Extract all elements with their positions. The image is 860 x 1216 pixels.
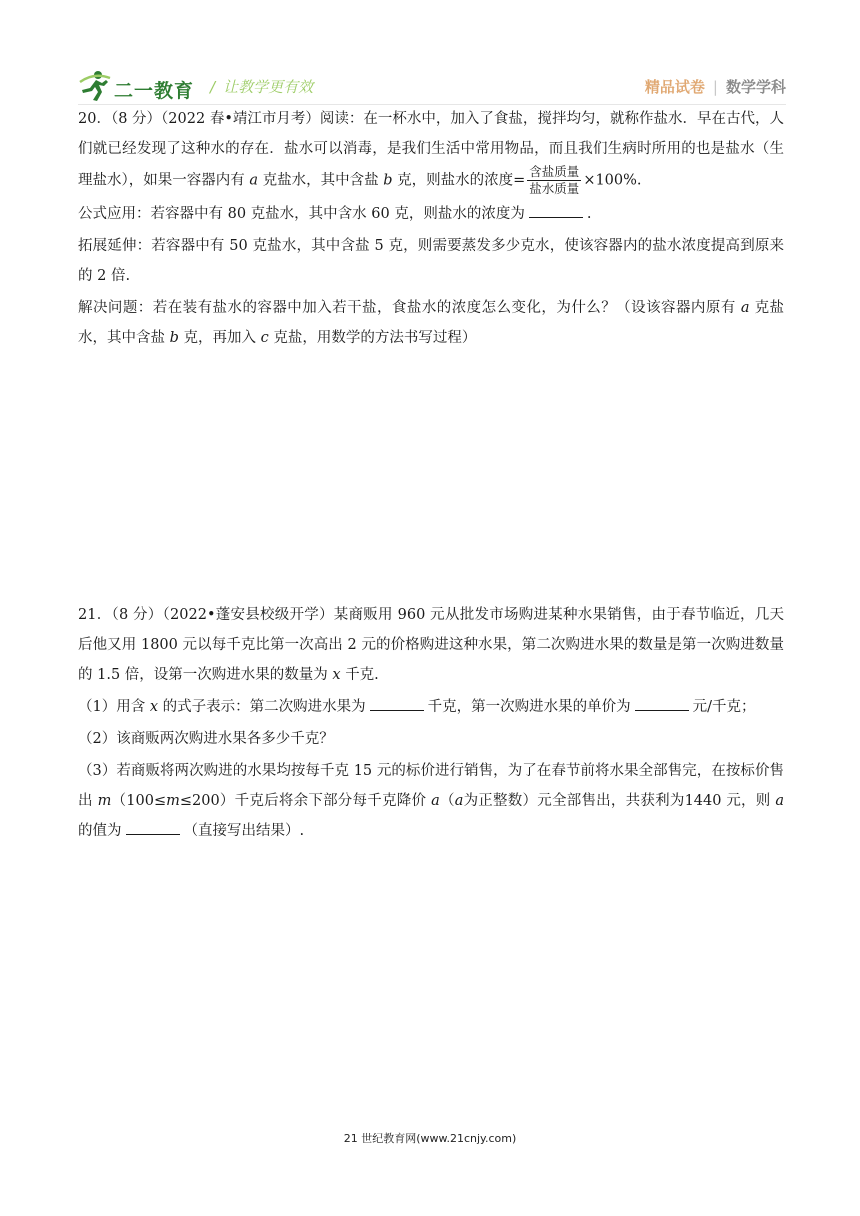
q20-paragraph-3: 拓展延伸：若容器中有 50 克盐水，其中含盐 5 克，则需要蒸发多少克水，使该容器内的盐水浓度提高到原来的 2 倍. [78, 238, 784, 284]
header-right [645, 76, 786, 97]
q21-paragraph-1: 21．（8 分）（2022•蓬安县校级开学）某商贩用 960 元从批发市场购进某种水果销售，由于春节临近，几天后他又用 1800 元以每千克比第一次高出 2 元的价格购进这种水果，第二次购进水果的数量是第一次购进数量的 1.5 倍，设第一次购进水果的数量为 x 千克. [78, 607, 784, 683]
q20-paragraph-1: 20．（8 分）（2022 春•靖江市月考）阅读：在一杯水中，加入了食盐，搅拌均匀，就称作盐水．早在古代，人们就已经发现了这种水的存在．盐水可以消毒，是我们生活中常用物品，而且我们生病时所用的也是盐水（生理盐水），如果一容器内有 a 克盐水，其中含盐 b 克，则盐水的浓度= $\frac{\text{含盐质量}}{\text{盐水质量}}$ ×100%. [78, 111, 784, 196]
logo-text: 二一教育 [114, 80, 195, 102]
fraction-denominator: 盐水质量 [529, 181, 580, 196]
page-footer: 21 世纪教育网(www.21cnjy.com) [343, 1132, 517, 1145]
header-label-subject: 数学学科 [725, 78, 786, 96]
header-label-exam: 精品试卷 [644, 78, 705, 96]
q21-part-3: （3）若商贩将两次购进的水果均按每千克 15 元的标价进行销售，为了在春节前将水果全部售完，在按标价售出 m（100≤m≤200）千克后将余下部分每千克降价 a（a为正整数）元全部售出，共获利为1440 元，则 a 的值为 （直接写出结果）. [78, 763, 785, 839]
q21-part-2: （2）该商贩两次购进水果各多少千克？ [78, 731, 334, 747]
q20-paragraph-4: 解决问题：若在装有盐水的容器中加入若干盐，食盐水的浓度怎么变化，为什么？（设该容器内原有 a 克盐水，其中含盐 b 克，再加入 c 克盐，用数学的方法书写过程） [78, 300, 785, 346]
question-21 [78, 600, 784, 846]
slogan-text: 让教学更有效 [223, 78, 314, 96]
slogan [210, 76, 313, 97]
answer-blank[interactable] [370, 696, 424, 711]
page-header [78, 66, 786, 104]
question-20 [78, 104, 784, 353]
concentration-fraction [527, 164, 581, 197]
q21-part-1: （1）用含 x 的式子表示：第二次购进水果为 千克，第一次购进水果的单价为 元/千克； [78, 692, 784, 722]
fraction-numerator: 含盐质量 [529, 164, 580, 179]
runner-logo-icon [78, 70, 112, 102]
answer-blank[interactable] [529, 203, 583, 218]
slogan-separator: / [210, 78, 216, 96]
header-separator: | [712, 78, 718, 96]
answer-blank[interactable] [126, 820, 180, 835]
answer-blank[interactable] [635, 696, 689, 711]
q20-paragraph-2: 公式应用：若容器中有 80 克盐水，其中含水 60 克，则盐水的浓度为 . [78, 199, 784, 229]
